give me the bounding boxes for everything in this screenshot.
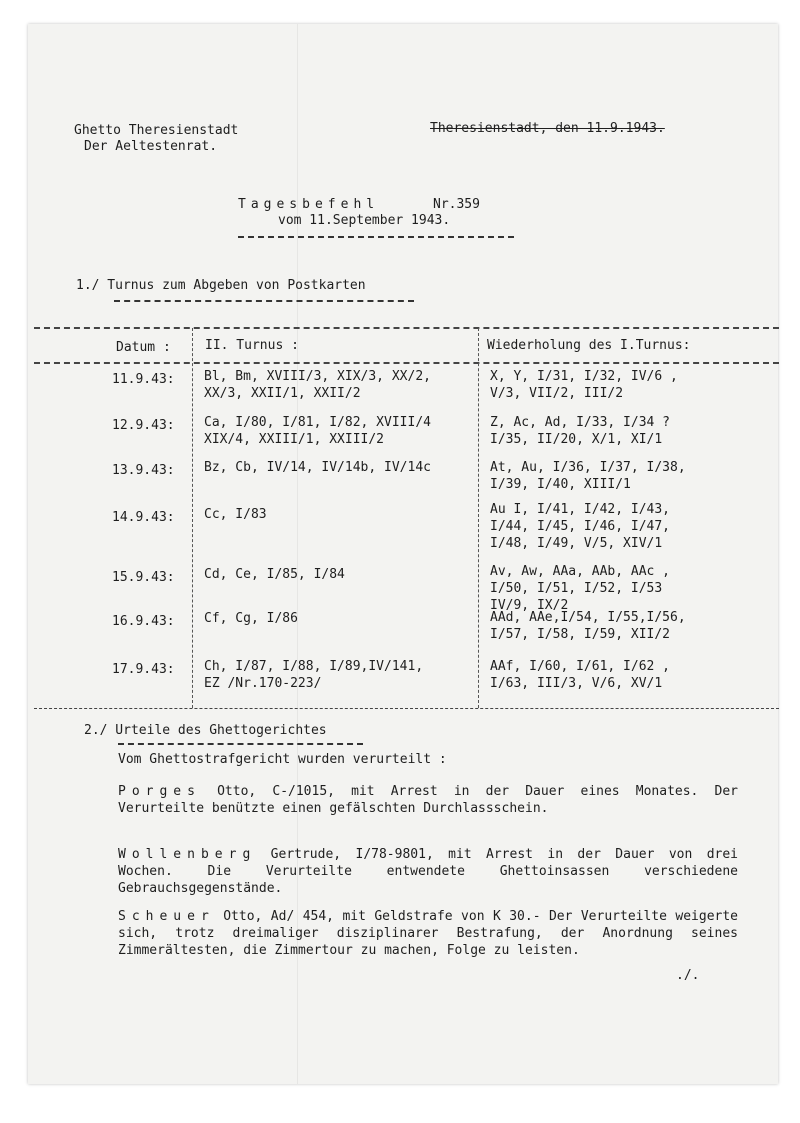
table-top-rule bbox=[34, 327, 779, 329]
table-row-date: 15.9.43: bbox=[112, 570, 175, 585]
verdict-text: Otto, Ad/ 454, mit Geldstrafe von K 30.- Der Verurteilte weigerte sich, trotz dreimaliger disziplinarer Bestrafung, der Anordnung seines Zimmerältesten, die Zimmertour zu machen, Folge zu leisten. bbox=[118, 909, 738, 958]
table-row-turnus2: Bz, Cb, IV/14, IV/14b, IV/14c bbox=[204, 460, 431, 475]
table-row-date: 13.9.43: bbox=[112, 463, 175, 478]
section2-heading: 2./ Urteile des Ghettogerichtes bbox=[84, 723, 327, 738]
title-underline bbox=[238, 236, 514, 238]
table-header-repeat: Wiederholung des I.Turnus: bbox=[487, 338, 691, 353]
order-number: Nr.359 bbox=[433, 197, 480, 212]
table-row-repeat: Au I, I/41, I/42, I/43, I/44, I/45, I/46, I/47, I/48, I/49, V/5, XIV/1 bbox=[490, 502, 671, 551]
table-row-repeat: At, Au, I/36, I/37, I/38, I/39, I/40, XIII/1 bbox=[490, 460, 686, 492]
table-header-turnus2: II. Turnus : bbox=[205, 338, 299, 353]
table-row-repeat: Av, Aw, AAa, AAb, AAc , I/50, I/51, I/52, I/53 IV/9, IX/2 bbox=[490, 564, 671, 613]
section1-heading: 1./ Turnus zum Abgeben von Postkarten bbox=[76, 278, 366, 293]
table-row-turnus2: Cc, I/83 bbox=[204, 507, 267, 522]
section1-underline bbox=[114, 300, 414, 302]
table-bottom-rule bbox=[34, 708, 779, 709]
table-row-repeat: X, Y, I/31, I/32, IV/6 , V/3, VII/2, III/2 bbox=[490, 369, 678, 401]
org-line-1: Ghetto Theresienstadt bbox=[74, 123, 239, 138]
table-row-repeat: AAf, I/60, I/61, I/62 , I/63, III/3, V/6, XV/1 bbox=[490, 659, 671, 691]
section2-underline bbox=[118, 743, 363, 745]
table-row-date: 17.9.43: bbox=[112, 662, 175, 677]
table-row-turnus2: Bl, Bm, XVIII/3, XIX/3, XX/2, XX/3, XXII/1, XXII/2 bbox=[204, 369, 431, 401]
section2-intro: Vom Ghettostrafgericht wurden verurteilt : bbox=[118, 752, 447, 767]
table-row-date: 16.9.43: bbox=[112, 614, 175, 629]
verdict-surname: Wollenberg bbox=[118, 847, 257, 862]
table-row-turnus2: Ch, I/87, I/88, I/89,IV/141, EZ /Nr.170-223/ bbox=[204, 659, 424, 691]
continuation-mark: ./. bbox=[676, 968, 700, 983]
place-date: Theresienstadt, den 11.9.1943. bbox=[430, 121, 665, 136]
table-row-repeat: AAd, AAe,I/54, I/55,I/56, I/57, I/58, I/59, XII/2 bbox=[490, 610, 686, 642]
table-row-repeat: Z, Ac, Ad, I/33, I/34 ? I/35, II/20, X/1, XI/1 bbox=[490, 415, 671, 447]
order-date: vom 11.September 1943. bbox=[278, 213, 451, 228]
table-row-turnus2: Cf, Cg, I/86 bbox=[204, 611, 298, 626]
table-row-turnus2: Cd, Ce, I/85, I/84 bbox=[204, 567, 345, 582]
verdict-wollenberg bbox=[118, 846, 738, 897]
verdict-surname: Scheuer bbox=[118, 909, 215, 924]
verdict-porges bbox=[118, 783, 738, 817]
table-row-date: 12.9.43: bbox=[112, 418, 175, 433]
table-header-date: Datum : bbox=[116, 340, 171, 355]
table-row-date: 11.9.43: bbox=[112, 372, 175, 387]
table-col-divider-1 bbox=[192, 328, 193, 708]
table-row-date: 14.9.43: bbox=[112, 510, 175, 525]
table-row-turnus2: Ca, I/80, I/81, I/82, XVIII/4 XIX/4, XXIII/1, XXIII/2 bbox=[204, 415, 431, 447]
verdict-surname: Porges bbox=[118, 784, 201, 799]
verdict-text: Gertrude, I/78-9801, mit Arrest in der Dauer von drei Wochen. Die Verurteilte entwendete Ghettoinsassen verschiedene Gebrauchsgegenstände. bbox=[118, 847, 738, 896]
verdict-scheuer bbox=[118, 908, 738, 959]
table-col-divider-2 bbox=[478, 328, 479, 708]
table-header-rule bbox=[34, 362, 779, 364]
org-line-2: Der Aeltestenrat. bbox=[84, 139, 218, 154]
order-title: Tagesbefehl bbox=[238, 197, 380, 212]
verdict-text: Otto, C-/1015, mit Arrest in der Dauer eines Monates. Der Verurteilte benützte einen gefälschten Durchlassschein. bbox=[118, 784, 738, 816]
